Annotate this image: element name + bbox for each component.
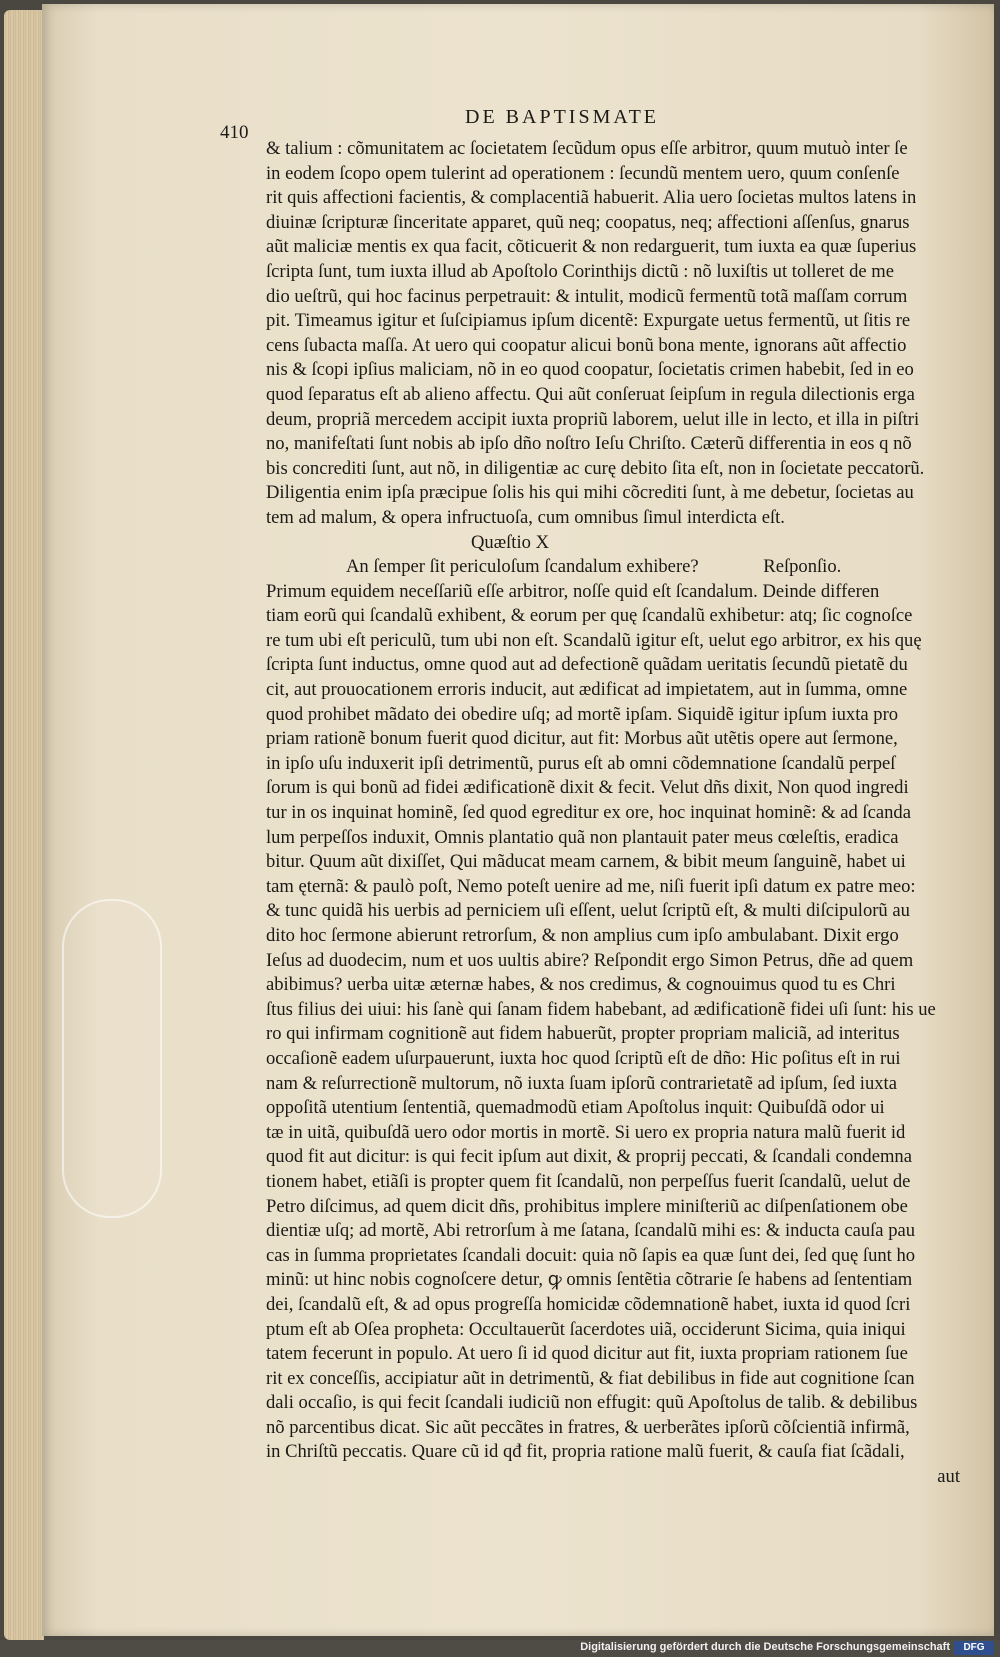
- text-line: in eodem ſcopo opem tulerint ad operationem : ſecundũ mentem uero, quum conſenſe: [266, 162, 900, 184]
- text-line: rit ex conceſſis, accipiatur aũt in detrimentũ, & fiat debilibus in fide aut cognitione ſcan: [266, 1367, 915, 1389]
- text-line: dei, ſcandalũ eſt, & ad opus progreſſa homicidæ cõdemnationẽ habet, iuxta id quod ſcri: [266, 1293, 911, 1315]
- text-line: nõ parcentibus dicat. Sic aũt peccãtes in fratres, & uerberãtes ipſorũ cõſcientiã infirmã,: [266, 1416, 910, 1438]
- text-line: tionem habet, etiãſi is propter quem fit ſcandalũ, non perpeſſus fuerit ſcandalũ, uelut de: [266, 1170, 911, 1192]
- text-line: cit, aut prouocationem erroris inducit, aut ædificat ad impietatem, aut in ſumma, omne: [266, 679, 908, 701]
- footer-text: Digitalisierung gefördert durch die Deutsche Forschungsgemeinschaft: [580, 1641, 950, 1653]
- page-edges: [4, 10, 44, 1640]
- text-line: dientiæ uſq; ad mortẽ, Abi retrorſum à me ſatana, ſcandalũ mihi es: & inducta cauſa pau: [266, 1220, 916, 1242]
- text-line: tam ęternã: & paulò poſt, Nemo poteſt uenire ad me, niſi fuerit ipſi datum ex patre meo:: [266, 875, 916, 897]
- text-line: nam & reſurrectionẽ multorum, nõ iuxta ſuam ipſorũ contrarietatẽ ad ipſum, ſed iuxta: [266, 1072, 897, 1094]
- page-marker-outline: [62, 899, 162, 1218]
- text-line: ro qui infirmam cognitionẽ aut fidem habuerũt, propter propriam maliciã, ad interitus: [266, 1023, 900, 1045]
- text-line: quod fit aut dicitur: is qui fecit ipſum aut dixit, & proprij peccati, & ſcandali condemna: [266, 1146, 912, 1168]
- text-line: dali occaſio, is qui fecit ſcandali iudiciũ non effugit: quũ Apoſtolus de talib. & debilibus: [266, 1392, 918, 1414]
- text-line: bis concrediti ſunt, aut nõ, in diligentiæ ac curę debito ſita eſt, non in ſocietate peccatorũ.: [266, 457, 925, 479]
- text-line: Ieſus ad duodecim, num et uos uultis abire? Reſpondit ergo Simon Petrus, dñe ad quem: [266, 949, 914, 971]
- text-line: quod ſeparatus eſt ab alieno affectu. Qui aũt conſeruat ſeipſum in regula dilectionis erga: [266, 383, 915, 405]
- text-line: nis & ſcopi ipſius maliciam, nõ in eo quod coopatur, ſocietatis crimen habebit, ſed in eo: [266, 359, 914, 381]
- text-line: ptum eſt ab Oſea propheta: Occultauerũt ſacerdotes uiã, occiderunt Sicima, quia iniqui: [266, 1318, 906, 1340]
- text-line: in ipſo uſu induxerit ipſi detrimentũ, purus eſt ab omni cõdemnatione ſcandalũ perpeſ: [266, 752, 896, 774]
- text-line: oppoſitã utentium ſententiã, quemadmodũ etiam Apoſtolus inquit: Quibuſdã odor ui: [266, 1097, 885, 1119]
- text-line: Petro diſcimus, ad quem dicit dñs, prohibitus implere miniſteriũ ac diſpenſationem obe: [266, 1195, 908, 1217]
- text-line: rit quis affectioni facientis, & complacentiã habuerit. Alia uero ſocietas multos latens in: [266, 187, 917, 209]
- text-line: Primum equidem neceſſariũ eſſe arbitror, noſſe quid eſt ſcandalum. Deinde differen: [266, 580, 880, 602]
- text-line: in Chriſtũ peccatis. Quare cũ id qđ fit, propria ratione malũ fuerit, & cauſa fiat ſcãdali,: [266, 1441, 905, 1463]
- text-line: dito hoc ſermone abierunt retrorſum, & non amplius cum ipſo ambulabant. Dixit ergo: [266, 925, 899, 946]
- text-line: ſorum is qui bonũ ad fidei ædificationẽ dixit & fecit. Velut dñs dixit, Non quod ingredi: [266, 777, 909, 799]
- response-label: Reſponſio.: [763, 556, 842, 578]
- text-line: diuinæ ſcripturæ ſinceritate apparet, quũ neq; coopatus, neq; affectioni aſſenſus, gnarus: [266, 211, 910, 233]
- text-line: cas in ſumma proprietates ſcandali docuit: quia nõ ſapis ea quæ ſunt dei, ſed quę ſunt ho: [266, 1244, 916, 1266]
- text-line: deum, propriã mercedem accipit iuxta propriũ laborem, uelut ille in lecto, et illa in piſtri: [266, 408, 920, 430]
- text-line: tur in os inquinat hominẽ, ſed quod egreditur ex ore, hoc inquinat hominẽ: & ad ſcanda: [266, 802, 911, 824]
- text-line: priam rationẽ bonum fuerit quod dicitur, aut fit: Morbus aũt utẽtis opere aut ſermone,: [266, 728, 898, 750]
- footer-bar: [0, 1640, 1000, 1657]
- text-line: & tunc quidã his uerbis ad perniciem uſi eſſent, uelut ſcriptũ eſt, & multi diſcipulorũ au: [266, 900, 910, 922]
- text-line: ſtus filius dei uiui: his ſanè qui ſanam fidem habebant, ad ædificationẽ fidei uſi ſunt: his ue: [266, 998, 936, 1020]
- text-line: & talium : cõmunitatem ac ſocietatem ſecũdum opus eſſe arbitror, quum mutuò inter ſe: [266, 138, 908, 159]
- text-line: no, manifeſtati ſunt nobis ab ipſo dño noſtro Ieſu Chriſto. Cæterũ differentia in eos q nõ: [266, 433, 912, 455]
- text-line: abibimus? uerba uitæ æternæ habes, & nos credimus, & cognouimus quod tu es Chri: [266, 974, 896, 996]
- dfg-logo: DFG: [954, 1641, 994, 1655]
- text-line: ſcripta ſunt, tum iuxta illud ab Apoſtolo Corinthijs dictũ : nõ luxiſtis ut tolleret de me: [266, 260, 894, 282]
- text-line: aũt maliciæ mentis ex qua facit, cõticuerit & non redarguerit, tum iuxta ea quæ ſuperius: [266, 236, 917, 258]
- text-line: tæ in uitã, quibuſdã uero odor mortis in mortẽ. Si uero ex propria natura malũ fuerit id: [266, 1121, 906, 1143]
- question-title: [266, 555, 960, 580]
- question-heading: Quæſtio X: [471, 531, 549, 553]
- question-text: An ſemper ſit periculoſum ſcandalum exhibere?: [346, 556, 699, 578]
- body-paragraph: [266, 137, 960, 531]
- text-line: occaſionẽ eadem uſurpauerunt, iuxta hoc quod ſcriptũ eſt de dño: Hic poſitus eſt in rui: [266, 1047, 901, 1069]
- text-line: cens ſubacta maſſa. At uero qui coopatur alicui bonũ bona mente, ignorans aũt affectio: [266, 334, 907, 356]
- text-line: tatem fecerunt in populo. At uero ſi id quod dicitur aut fit, iuxta propriam rationem ſue: [266, 1343, 908, 1365]
- page-number: 410: [220, 122, 249, 143]
- text-line: ſcripta ſunt inductus, omne quod aut ad defectionẽ quãdam ueritatis ſecundũ pietatẽ du: [266, 654, 908, 676]
- text-line: tiam eorũ qui ſcandalũ exhibent, & eorum per quę ſcandalũ exhibetur: atq; ſic cognoſce: [266, 605, 913, 627]
- answer-paragraph: [266, 580, 960, 1465]
- catchword: aut: [937, 1466, 960, 1488]
- text-line: Diligentia enim ipſa præcipue ſolis his qui mihi cõcrediti ſunt, à me debetur, ſocietas au: [266, 482, 914, 504]
- text-line: dio ueſtrũ, qui hoc facinus perpetrauit: & intulit, modicũ fermentũ totã maſſam corrum: [266, 285, 908, 307]
- text-line: pit. Timeamus igitur et ſuſcipiamus ipſum dicentẽ: Expurgate uetus fermentũ, ut ſitis re: [266, 310, 911, 332]
- text-line: re tum ubi eſt periculũ, tum ubi non eſt. Scandalũ igitur eſt, uelut ego arbitror, ex his quę: [266, 629, 922, 651]
- text-line: tem ad malum, & opera infructuoſa, cum omnibus ſimul interdicta eſt.: [266, 506, 785, 528]
- text-line: quod prohibet mãdato dei obedire uſq; ad mortẽ ipſam. Siquidẽ igitur ipſum iuxta pro: [266, 703, 899, 725]
- text-line: bitur. Quum aũt dixiſſet, Qui mãducat meam carnem, & bibit meum ſanguinẽ, habet ui: [266, 851, 906, 873]
- running-title: DE BAPTISMATE: [465, 106, 660, 128]
- text-block: [266, 137, 960, 1490]
- text-line: minũ: ut hinc nobis cognoſcere detur, ꝙ omnis ſentẽtia cõtrarie ſe habens ad ſententiam: [266, 1269, 913, 1291]
- text-line: lum perpeſſos induxit, Omnis plantatio quã non plantauit pater meus cœleſtis, eradica: [266, 826, 899, 848]
